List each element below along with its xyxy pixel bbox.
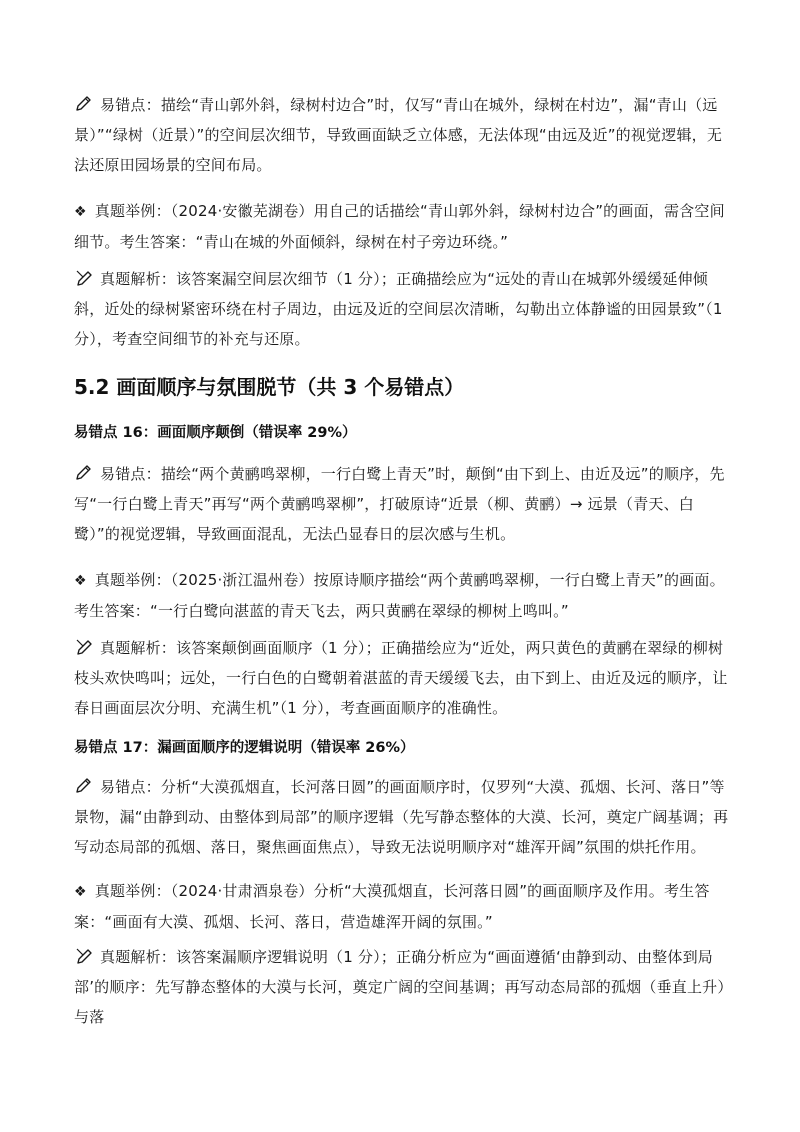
mistake-prefix: 易错点：: [100, 465, 161, 483]
pencil-icon: [74, 95, 94, 113]
analysis-prefix: 真题解析：: [100, 948, 177, 966]
section-heading: 5.2 画面顺序与氛围脱节（共 3 个易错点）: [74, 375, 465, 399]
pencil-icon: [74, 777, 94, 795]
mistake-prefix: 易错点：: [100, 778, 161, 796]
example-text: （2024·安徽芜湖卷）用自己的话描绘“青山郭外斜，绿树村边合”的画面，需含空间细节。考生答案：“青山在城的外面倾斜，绿树在村子旁边环绕。”: [74, 202, 725, 251]
diamond-bullet-icon: ❖: [74, 204, 87, 220]
pen-icon: [74, 269, 94, 287]
analysis-text: 该答案漏空间层次细节（1 分）；正确描绘应为“远处的青山在城郭外缓缓延伸倾斜，近处的绿树紧密环绕在村子周边，由远及近的空间层次清晰，勾勒出立体静谧的田园景致”（1 分），考查空间细节的补充与还原。: [74, 270, 723, 348]
example-prefix: 真题举例：: [94, 571, 171, 589]
analysis-prefix: 真题解析：: [100, 639, 177, 657]
pen-icon: [74, 638, 94, 656]
analysis-paragraph-17: [74, 942, 734, 1032]
mistake-text: 描绘“青山郭外斜，绿树村边合”时，仅写“青山在城外，绿树在村边”，漏“青山（远景）”“绿树（近景）”的空间层次细节，导致画面缺乏立体感，无法体现“由远及近”的视觉逻辑，无法还原田园场景的空间布局。: [74, 96, 723, 174]
analysis-prefix: 真题解析：: [100, 270, 177, 288]
analysis-paragraph-16: [74, 633, 734, 723]
pen-icon: [74, 947, 94, 965]
mistake-text: 分析“大漠孤烟直，长河落日圆”的画面顺序时，仅罗列“大漠、孤烟、长河、落日”等景物，漏“由静到动、由整体到局部”的顺序逻辑（先写静态整体的大漠、长河，奠定广阔基调；再写动态局部的孤烟、落日，聚焦画面焦点），导致无法说明顺序对“雄浑开阔”氛围的烘托作用。: [74, 778, 729, 856]
diamond-bullet-icon: ❖: [74, 573, 87, 589]
example-prefix: 真题举例：: [94, 202, 171, 220]
mistake-text: 描绘“两个黄鹂鸣翠柳，一行白鹭上青天”时，颠倒“由下到上、由近及远”的顺序，先写“一行白鹭上青天”再写“两个黄鹂鸣翠柳”，打破原诗“近景（柳、黄鹂）→ 远景（青天、白鹭）”的视觉逻辑，导致画面混乱，无法凸显春日的层次感与生机。: [74, 465, 725, 543]
example-text: （2025·浙江温州卷）按原诗顺序描绘“两个黄鹂鸣翠柳，一行白鹭上青天”的画面。考生答案：“一行白鹭向湛蓝的青天飞去，两只黄鹂在翠绿的柳树上鸣叫。”: [74, 571, 725, 620]
analysis-text: 该答案颠倒画面顺序（1 分）；正确描绘应为“近处，两只黄色的黄鹂在翠绿的柳树枝头欢快鸣叫；远处，一行白色的白鹭朝着湛蓝的青天缓缓飞去，由下到上、由近及远的顺序，让春日画面层次分明、充满生机”（1 分），考查画面顺序的准确性。: [74, 639, 728, 717]
example-prefix: 真题举例：: [94, 882, 171, 900]
mistake-paragraph-16: [74, 459, 734, 549]
example-paragraph-16: [74, 565, 734, 626]
diamond-bullet-icon: ❖: [74, 884, 87, 900]
mistake-paragraph-0: [74, 90, 734, 180]
pencil-icon: [74, 464, 94, 482]
analysis-paragraph-0: [74, 264, 734, 354]
example-text: （2024·甘肃酒泉卷）分析“大漠孤烟直，长河落日圆”的画面顺序及作用。考生答案：“画面有大漠、孤烟、长河、落日，营造雄浑开阔的氛围。”: [74, 882, 710, 931]
analysis-text: 该答案漏顺序逻辑说明（1 分）；正确分析应为“画面遵循‘由静到动、由整体到局部’的顺序：先写静态整体的大漠与长河，奠定广阔的空间基调；再写动态局部的孤烟（垂直上升）与落: [74, 948, 733, 1026]
mistake-prefix: 易错点：: [100, 96, 161, 114]
point17-heading: 易错点 17：漏画面顺序的逻辑说明（错误率 26%）: [74, 740, 415, 756]
example-paragraph-0: [74, 196, 734, 257]
point16-heading: 易错点 16：画面顺序颠倒（错误率 29%）: [74, 425, 357, 441]
example-paragraph-17: [74, 876, 734, 937]
mistake-paragraph-17: [74, 772, 734, 862]
